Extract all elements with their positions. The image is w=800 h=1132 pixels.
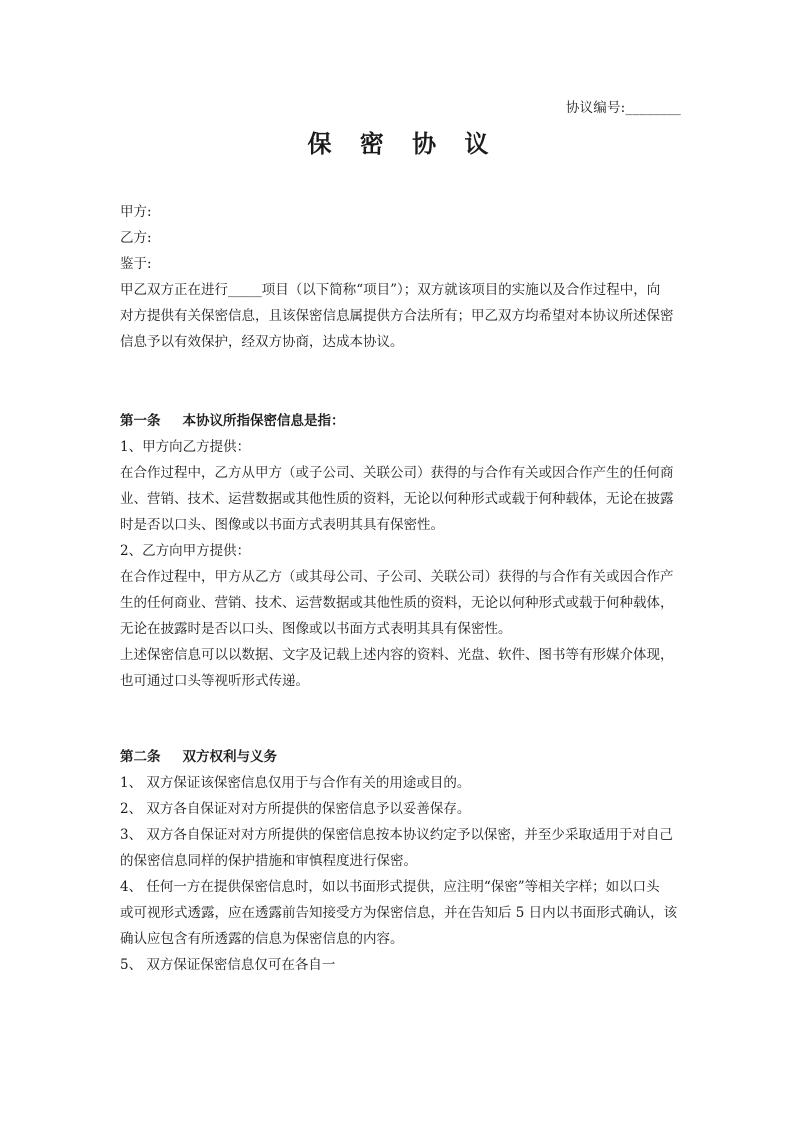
paragraph-line: 上述保密信息可以以数据、文字及记载上述内容的资料、光盘、软件、图书等有形媒介体现， [120, 647, 674, 663]
subsection-title: 1、甲方向乙方提供： [120, 439, 251, 455]
article-1-heading [120, 408, 686, 434]
list-item: 4、 任何一方在提供保密信息时，如以书面形式提供，应注明“保密”等相关字样；如以口头 [120, 879, 660, 895]
contract-number: 协议编号:________ [565, 100, 681, 116]
list-item-continuation: 确认应包含有所透露的信息为保密信息的内容。 [120, 931, 404, 947]
paragraph-line: 生的任何商业、营销、技术、运营数据或其他性质的资料，无论以何种形式或载于何种载体， [120, 595, 674, 611]
whereas-label: 鉴于: [120, 256, 152, 272]
list-item-continuation: 的保密信息同样的保护措施和审慎程度进行保密。 [120, 853, 417, 869]
list-item: 2、 双方各自保证对对方所提供的保密信息予以妥善保存。 [120, 801, 471, 817]
parties-section [120, 199, 686, 355]
preamble-line: 对方提供有关保密信息，且该保密信息属提供方合法所有；甲乙双方均希望对本协议所述保密 [120, 308, 674, 324]
party-a-label: 甲方: [120, 204, 152, 220]
list-item: 3、 双方各自保证对对方所提供的保密信息按本协议约定予以保密，并至少采取适用于对自己 [120, 827, 673, 843]
paragraph-line: 也可通过口头等视听形式传递。 [120, 673, 309, 689]
list-item: 5、 双方保证保密信息仅可在各自一 [120, 957, 336, 973]
article-2-number: 第二条 [120, 749, 161, 765]
preamble-line: 甲乙双方正在进行_____项目（以下简称“项目”）；双方就该项目的实施以及合作过程中，向 [120, 282, 661, 298]
article-1-number: 第一条 [120, 413, 161, 429]
paragraph-line: 在合作过程中，乙方从甲方（或子公司、关联公司）获得的与合作有关或因合作产生的任何商 [120, 465, 674, 481]
article-1 [120, 408, 686, 694]
document-title: 保 密 协 议 [307, 129, 499, 158]
list-item: 1、 双方保证该保密信息仅用于与合作有关的用途或目的。 [120, 775, 471, 791]
paragraph-line: 在合作过程中，甲方从乙方（或其母公司、子公司、关联公司）获得的与合作有关或因合作产 [120, 569, 674, 585]
subsection-title: 2、乙方向甲方提供： [120, 543, 251, 559]
party-b-label: 乙方: [120, 230, 152, 246]
paragraph-line: 时是否以口头、图像或以书面方式表明其具有保密性。 [120, 517, 444, 533]
paragraph-line: 业、营销、技术、运营数据或其他性质的资料，无论以何种形式或载于何种载体，无论在披露 [120, 491, 674, 507]
article-2-heading [120, 744, 686, 770]
list-item-continuation: 或可视形式透露，应在透露前告知接受方为保密信息，并在告知后 5 日内以书面形式确认，该 [120, 905, 678, 921]
article-2-title: 双方权利与义务 [182, 749, 277, 765]
article-1-title: 本协议所指保密信息是指： [182, 413, 345, 429]
article-2 [120, 744, 686, 978]
preamble-line: 信息予以有效保护，经双方协商，达成本协议。 [120, 334, 404, 350]
paragraph-line: 无论在披露时是否以口头、图像或以书面方式表明其具有保密性。 [120, 621, 512, 637]
